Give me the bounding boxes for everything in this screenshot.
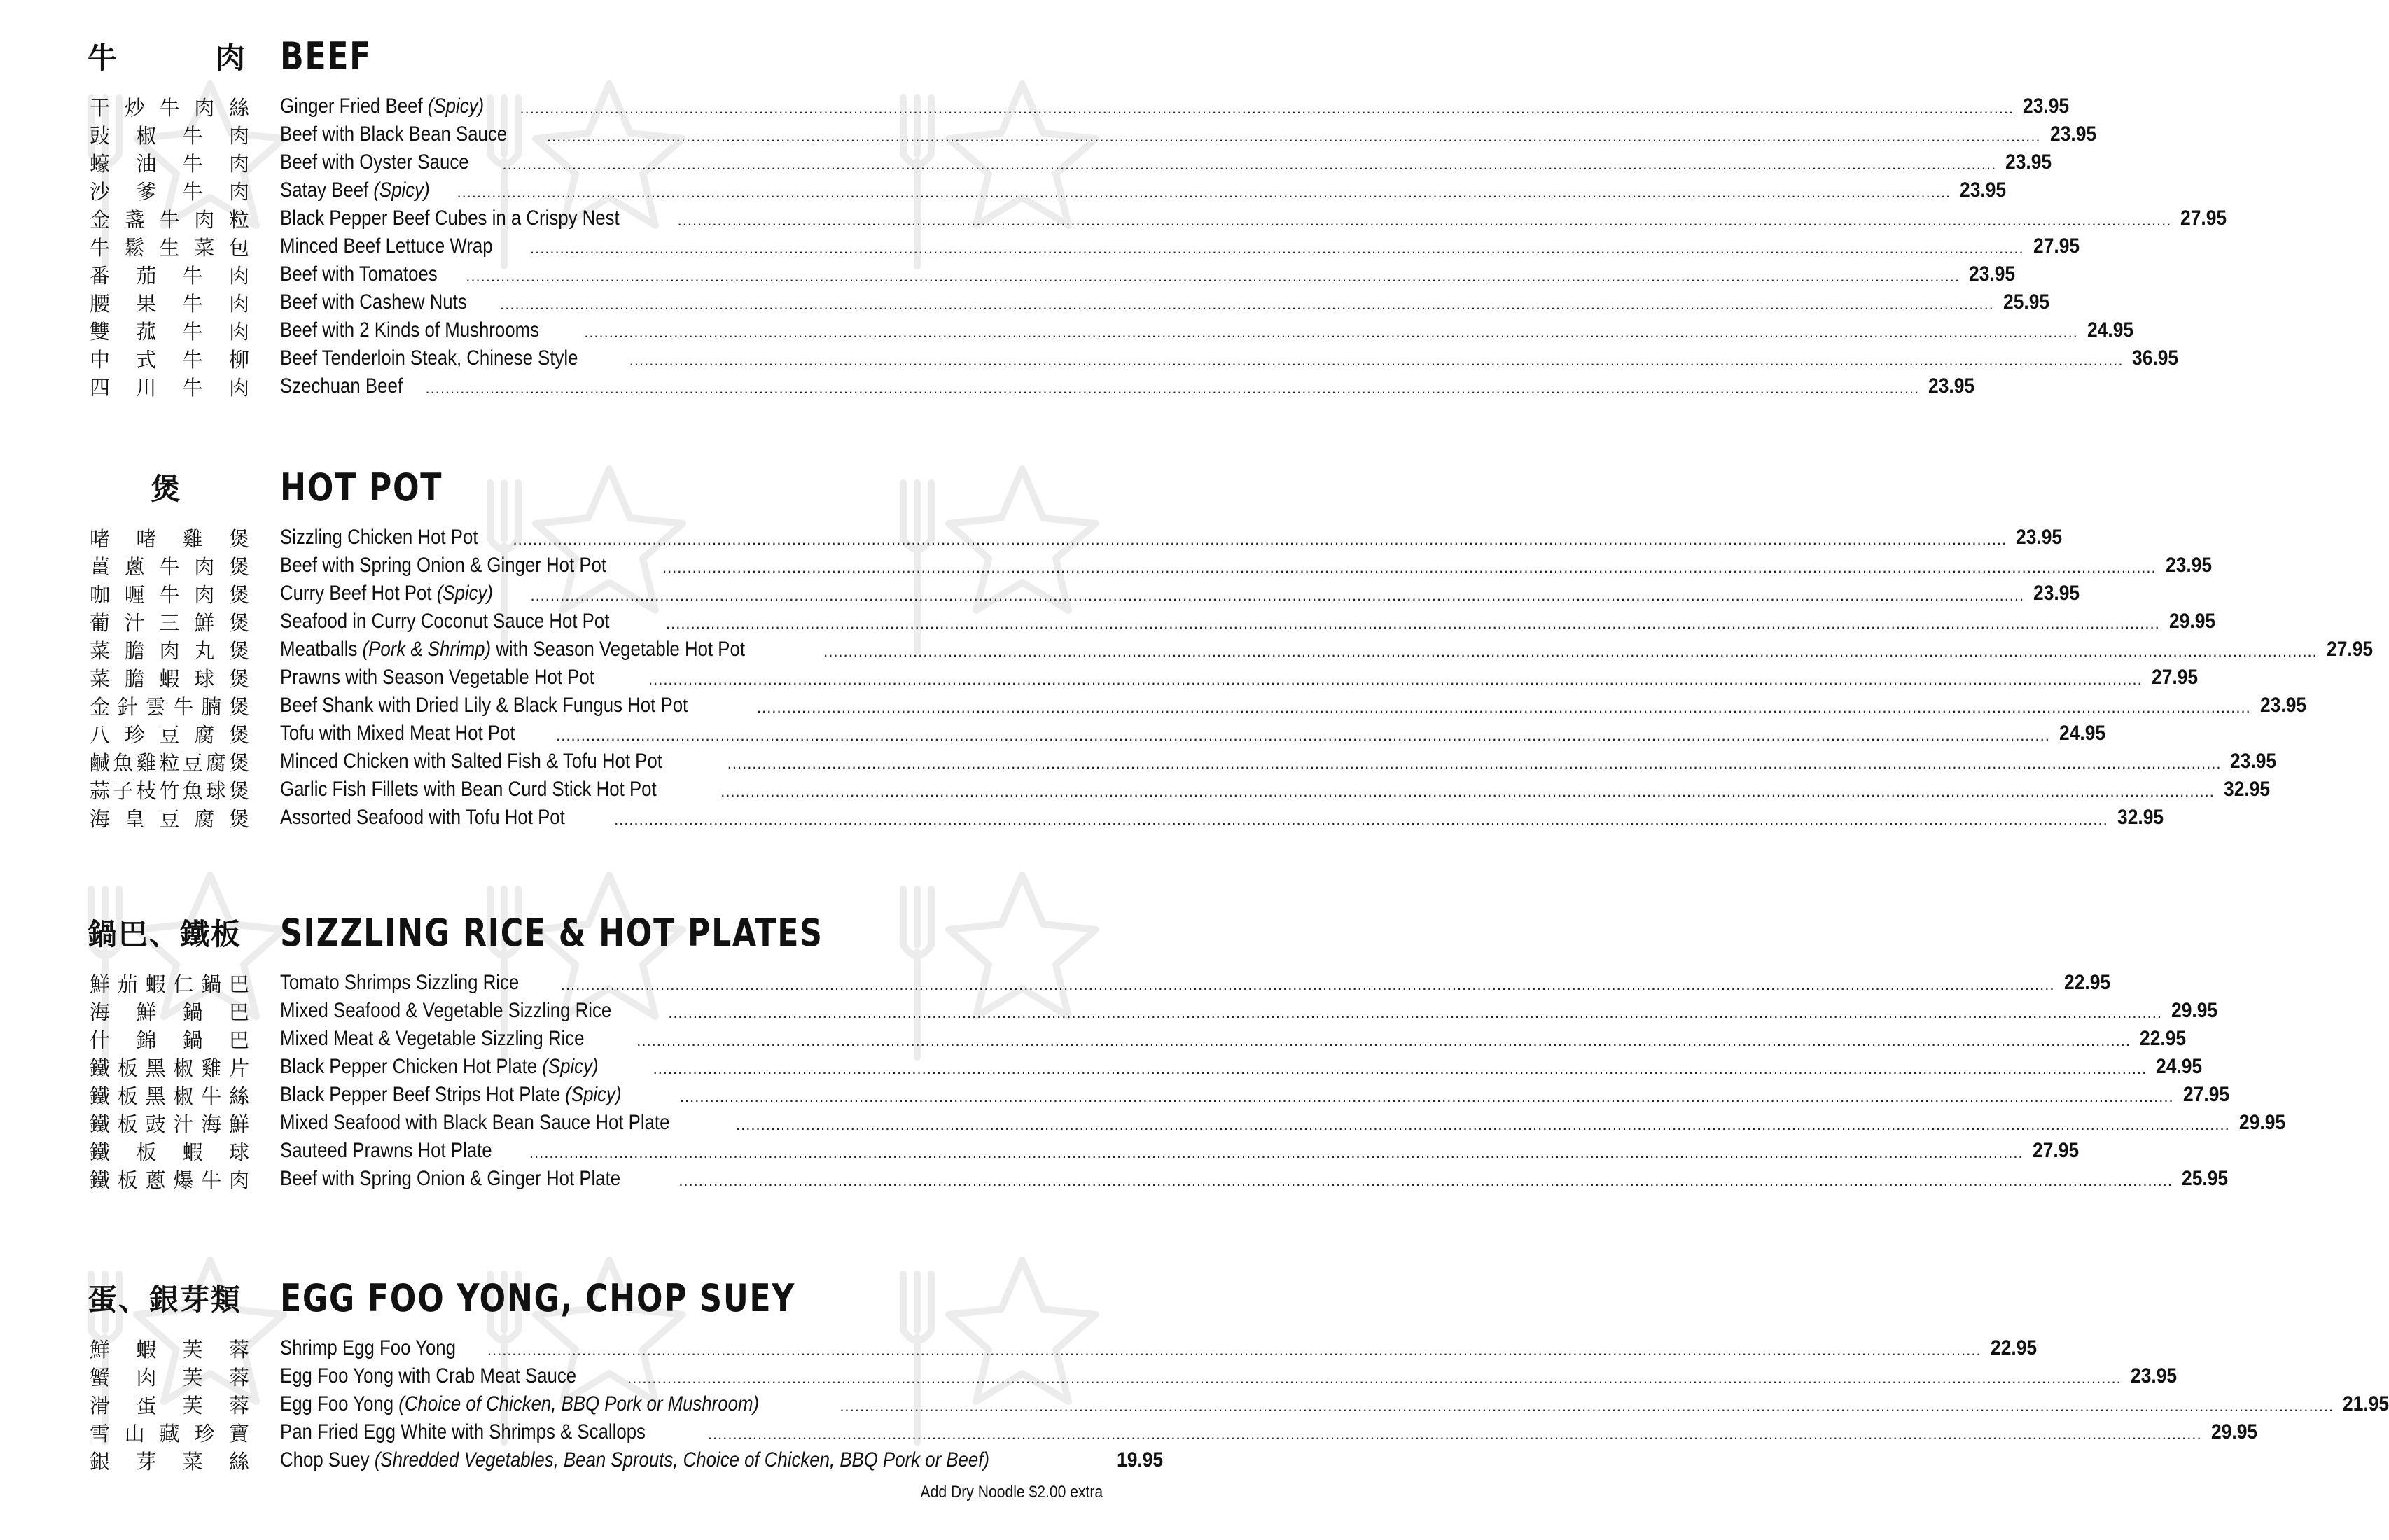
menu-item-list [0,969,2285,1193]
item-english [280,1053,2203,1081]
item-name-wrap [280,1420,646,1444]
item-name-wrap [280,1083,622,1107]
item-note: (Spicy) [542,1055,599,1078]
item-english [280,776,2270,804]
item-name-wrap [280,582,493,606]
item-note: (Shredded Vegetables, Bean Sprouts, Choice of Chicken, BBQ Pork or Beef) [374,1448,989,1471]
item-english [280,720,2105,748]
item-name-wrap [280,150,469,174]
item-english [280,636,2373,664]
item-name: Beef with Tomatoes [280,262,438,286]
dot-leader: ............................................................................................................................................................................................................................................................................................................ [466,267,1960,285]
item-chinese-name: 四 川 牛 肉 [90,375,249,400]
item-chinese-name: 咖 喱 牛 肉 煲 [90,582,249,607]
item-english [280,344,2179,372]
menu-item [0,776,2270,804]
item-price: 32.95 [2223,778,2270,801]
item-name-wrap [280,610,609,634]
item-name: Chop Suey [280,1448,370,1471]
dot-leader: ............................................................................................................................................................................................................................................................................................................ [665,615,2160,632]
item-name: Tomato Shrimps Sizzling Rice [280,971,520,994]
menu-item [0,120,2096,148]
item-chinese-name: 鮮 茄 蝦 仁 鍋 巴 [90,972,249,996]
item-price: 23.95 [2230,750,2277,773]
dot-leader: ............................................................................................................................................................................................................................................................................................................ [425,379,1920,397]
item-chinese-name: 干 炒 牛 肉 絲 [90,95,249,120]
menu-item [0,997,2218,1025]
menu-item [0,664,2198,692]
dot-leader: ............................................................................................................................................................................................................................................................................................................ [627,1369,2122,1387]
menu-item [0,692,2306,720]
item-name: Mixed Meat & Vegetable Sizzling Rice [280,1027,585,1050]
item-english [280,176,2007,204]
item-name: Prawns with Season Vegetable Hot Pot [280,666,594,689]
section-egg-foo-yong-chop-suey [0,1268,2389,1474]
menu-item [0,316,2133,344]
item-chinese-name: 海 皇 豆 腐 煲 [90,806,249,831]
dot-leader: ............................................................................................................................................................................................................................................................................................................ [668,1004,2163,1021]
dot-leader: ............................................................................................................................................................................................................................................................................................................ [560,976,2055,993]
menu-item-list [0,1334,2389,1474]
item-english [280,969,2110,997]
section-title-chinese: 牛 肉 [88,41,245,75]
item-price: 22.95 [1990,1336,2037,1359]
dot-leader: ............................................................................................................................................................................................................................................................................................................ [823,643,2318,660]
item-name-wrap [280,1364,576,1388]
item-note: (Pork & Shrimp) [362,638,492,661]
menu-item [0,232,2080,260]
item-name-wrap [280,94,484,118]
item-chinese-name: 鹹 魚 雞 粒 豆 腐 煲 [90,750,249,775]
dot-leader: ............................................................................................................................................................................................................................................................................................................ [529,239,2024,257]
item-price: 24.95 [2156,1055,2203,1078]
menu-item [0,148,2052,176]
item-name: Egg Foo Yong [280,1392,394,1415]
item-name: Beef Tenderloin Steak, Chinese Style [280,346,578,370]
item-name: Beef with Oyster Sauce [280,150,469,174]
item-name-wrap [280,638,745,662]
item-english [280,1137,2079,1165]
item-name-wrap [280,206,620,230]
menu-item [0,969,2110,997]
item-name-wrap [280,1392,759,1416]
dot-leader: ............................................................................................................................................................................................................................................................................................................ [457,183,1951,201]
item-price: 27.95 [2151,666,2198,689]
dot-leader: ............................................................................................................................................................................................................................................................................................................ [677,211,2172,229]
item-name: Seafood in Curry Coconut Sauce Hot Pot [280,610,610,633]
item-name: Pan Fried Egg White with Shrimps & Scallops [280,1420,646,1443]
item-chinese-name: 中 式 牛 柳 [90,347,249,372]
item-name: Ginger Fried Beef [280,94,423,118]
item-name: Garlic Fish Fillets with Bean Curd Stick Hot Pot [280,778,657,801]
item-name-wrap [280,1111,669,1135]
item-name: Minced Beef Lettuce Wrap [280,234,493,258]
menu-item-list [0,92,2227,400]
item-name: Curry Beef Hot Pot [280,582,432,605]
item-note: (Spicy) [427,94,485,118]
item-price: 23.95 [2005,150,2052,174]
item-price: 27.95 [2326,638,2373,661]
menu-item [0,1025,2187,1053]
item-chinese-name: 腰 果 牛 肉 [90,291,249,316]
item-name-wrap [280,722,515,746]
item-price: 36.95 [2132,346,2179,370]
item-name-wrap [280,1336,456,1360]
item-chinese-name: 雙 菰 牛 肉 [90,319,249,344]
dot-leader: ............................................................................................................................................................................................................................................................................................................ [513,531,2007,548]
item-name-wrap [280,1027,585,1051]
item-english [280,552,2212,580]
item-name: Sauteed Prawns Hot Plate [280,1139,492,1162]
section-header [0,458,1190,514]
menu-item [0,1362,2177,1390]
item-english [280,748,2277,776]
menu-item [0,580,2080,608]
item-chinese-name: 鮮 蝦 芙 蓉 [90,1337,249,1362]
section-sizzling-rice-hot-plates [0,903,2285,1193]
item-name: Beef with Black Bean Sauce [280,122,508,146]
item-english [280,204,2227,232]
dot-leader: ............................................................................................................................................................................................................................................................................................................ [502,155,1997,173]
item-english [280,1334,2037,1362]
item-chinese-name: 八 珍 豆 腐 煲 [90,722,249,747]
item-note: (Spicy) [373,178,430,202]
item-chinese-name: 滑 蛋 芙 蓉 [90,1393,249,1418]
item-chinese-name: 鐵 板 黑 椒 牛 絲 [90,1084,249,1108]
item-chinese-name: 雪 山 藏 珍 寶 [90,1421,249,1446]
item-chinese-name: 金 盞 牛 肉 粒 [90,207,249,232]
item-name: Szechuan Beef [280,374,403,398]
item-name: Black Pepper Chicken Hot Plate [280,1055,538,1078]
item-chinese-name: 薑 蔥 牛 肉 煲 [90,554,249,579]
item-name: Shrimp Egg Foo Yong [280,1336,457,1359]
menu-item [0,204,2227,232]
item-price: 27.95 [2033,234,2080,258]
item-english [280,316,2133,344]
item-price: 32.95 [2117,806,2164,829]
menu-item [0,372,1975,400]
item-english [280,372,1975,400]
item-chinese-name: 金 針 雲 牛 腩 煲 [90,694,249,719]
dot-leader: ............................................................................................................................................................................................................................................................................................................ [556,727,2050,744]
section-title-chinese: 鍋巴、鐵板 [88,917,242,951]
item-price: 23.95 [2016,526,2063,549]
dot-leader: ............................................................................................................................................................................................................................................................................................................ [614,811,2108,828]
item-english [280,664,2198,692]
item-price: 23.95 [1968,262,2016,286]
item-english [280,148,2052,176]
item-chinese-name: 沙 爹 牛 肉 [90,179,249,204]
item-name: Egg Foo Yong with Crab Meat Sauce [280,1364,577,1387]
menu-item [0,748,2277,776]
menu-item [0,1165,2229,1193]
item-price: 24.95 [2087,318,2133,342]
item-price: 29.95 [2171,999,2218,1022]
item-name: Black Pepper Beef Cubes in a Crispy Nest [280,206,620,230]
item-name: Black Pepper Beef Strips Hot Plate [280,1083,561,1106]
dot-leader: ............................................................................................................................................................................................................................................................................................................ [678,1172,2173,1189]
item-english [280,1446,1163,1474]
item-name-wrap [280,1055,599,1079]
menu-item [0,1334,2037,1362]
item-chinese-name: 蠔 油 牛 肉 [90,151,249,176]
item-chinese-name: 鐵 板 蔥 爆 牛 肉 [90,1168,249,1192]
dot-leader: ............................................................................................................................................................................................................................................................................................................ [500,295,1994,313]
item-english [280,92,2070,120]
item-name-wrap [280,999,611,1023]
dot-leader: ............................................................................................................................................................................................................................................................................................................ [648,671,2143,688]
item-chinese-name: 鐵 板 豉 汁 海 鮮 [90,1112,249,1136]
section-beef [0,27,2227,400]
menu-item [0,92,2070,120]
item-name: Mixed Seafood with Black Bean Sauce Hot Plate [280,1111,670,1134]
item-chinese-name: 番 茄 牛 肉 [90,263,249,288]
menu-item [0,1137,2079,1165]
dot-leader: ............................................................................................................................................................................................................................................................................................................ [487,1341,1981,1359]
item-price: 23.95 [1960,178,2007,202]
dot-leader: ............................................................................................................................................................................................................................................................................................................ [629,351,2124,369]
item-english [280,997,2218,1025]
menu-item [0,260,2016,288]
item-chinese-name: 什 錦 鍋 巴 [90,1028,249,1052]
section-title: HOT POT [280,465,443,510]
menu-item [0,1109,2285,1137]
item-name-wrap [280,778,657,802]
item-price: 27.95 [2180,206,2227,230]
item-name-wrap [280,694,688,718]
item-chinese-name: 牛 鬆 生 菜 包 [90,235,249,260]
item-english [280,608,2215,636]
item-name-wrap [280,806,565,830]
item-english [280,288,2049,316]
section-title-chinese: 蛋、銀芽類 [88,1282,242,1317]
item-chinese-name: 銀 芽 菜 絲 [90,1449,249,1474]
item-name-wrap [280,262,438,286]
item-name-wrap [280,554,606,578]
item-name: Beef with Spring Onion & Ginger Hot Plate [280,1167,621,1190]
item-english [280,120,2096,148]
item-name-wrap [280,526,478,550]
item-note: (Choice of Chicken, BBQ Pork or Mushroom) [398,1392,760,1415]
section-title-chinese: 煲 [151,472,182,506]
item-price: 19.95 [1116,1448,1163,1471]
dot-leader: ............................................................................................................................................................................................................................................................................................................ [727,755,2222,772]
item-english [280,1025,2187,1053]
dot-leader: ............................................................................................................................................................................................................................................................................................................ [662,559,2157,576]
item-name: Sizzling Chicken Hot Pot [280,526,478,549]
item-price: 27.95 [2032,1139,2079,1162]
menu-item [0,344,2179,372]
item-name-wrap [280,1448,989,1472]
item-name: Mixed Seafood & Vegetable Sizzling Rice [280,999,612,1022]
section-title: BEEF [280,34,372,78]
item-chinese-name: 葡 汁 三 鮮 煲 [90,610,249,635]
item-name-wrap [280,234,493,258]
item-english [280,1165,2229,1193]
item-name-wrap [280,1139,492,1163]
menu-item [0,288,2049,316]
menu-item [0,1446,1190,1474]
item-english [280,1390,2389,1418]
item-name-wrap [280,971,519,995]
item-name: Beef Shank with Dried Lily & Black Fungus Hot Pot [280,694,688,717]
item-english [280,1081,2229,1109]
item-name-wrap [280,346,578,370]
section-header [0,903,1190,959]
dot-leader: ............................................................................................................................................................................................................................................................................................................ [520,99,2014,117]
item-price: 23.95 [2165,554,2212,577]
item-price: 22.95 [2063,971,2110,994]
item-chinese-name: 啫 啫 雞 煲 [90,526,249,551]
menu-item-list [0,524,2373,832]
item-english [280,580,2080,608]
dot-leader: ............................................................................................................................................................................................................................................................................................................ [720,783,2215,800]
item-english [280,1109,2285,1137]
item-name: Assorted Seafood with Tofu Hot Pot [280,806,565,829]
menu-item [0,1081,2229,1109]
dot-leader: ............................................................................................................................................................................................................................................................................................................ [584,323,2078,341]
item-chinese-name: 海 鮮 鍋 巴 [90,1000,249,1024]
item-chinese-name: 菜 膽 肉 丸 煲 [90,638,249,663]
item-price: 29.95 [2168,610,2215,633]
item-english [280,804,2164,832]
item-price: 23.95 [1928,374,1975,398]
item-english [280,524,2063,552]
menu-item [0,1418,2257,1446]
item-price: 23.95 [2023,94,2070,118]
menu-item [0,524,2063,552]
menu-item [0,1390,2389,1418]
item-price: 25.95 [2003,290,2049,314]
item-english [280,260,2016,288]
dry-noodle-note: Add Dry Noodle $2.00 extra [920,1483,1103,1502]
item-name-wrap [280,666,594,690]
dot-leader: ............................................................................................................................................................................................................................................................................................................ [529,1144,2024,1161]
item-chinese-name: 鐵 板 蝦 球 [90,1140,249,1164]
item-price: 27.95 [2182,1083,2229,1106]
item-chinese-name: 鐵 板 黑 椒 雞 片 [90,1056,249,1080]
section-header [0,27,1190,83]
dot-leader: ............................................................................................................................................................................................................................................................................................................ [679,1088,2174,1105]
dot-leader: ............................................................................................................................................................................................................................................................................................................ [707,1425,2202,1443]
menu-item [0,608,2215,636]
item-english [280,1362,2177,1390]
menu-item [0,176,2007,204]
menu-item [0,552,2212,580]
item-price: 29.95 [2210,1420,2257,1443]
item-price: 24.95 [2059,722,2105,745]
menu-item [0,1053,2203,1081]
item-price: 23.95 [2049,122,2096,146]
item-price: 23.95 [2259,694,2306,717]
dot-leader: ............................................................................................................................................................................................................................................................................................................ [736,1116,2230,1133]
section-title: EGG FOO YONG, CHOP SUEY [280,1276,796,1320]
item-name-continued: with Season Vegetable Hot Pot [496,638,746,661]
item-price: 29.95 [2238,1111,2285,1134]
item-name-wrap [280,750,662,774]
item-english [280,692,2306,720]
item-name: Meatballs [280,638,358,661]
item-chinese-name: 豉 椒 牛 肉 [90,123,249,148]
item-price: 23.95 [2033,582,2080,605]
item-name: Minced Chicken with Salted Fish & Tofu Hot Pot [280,750,662,773]
menu-item [0,720,2105,748]
section-title: SIZZLING RICE & HOT PLATES [280,911,823,955]
item-note: (Spicy) [565,1083,622,1106]
dot-leader: ............................................................................................................................................................................................................................................................................................................ [546,127,2041,145]
item-chinese-name: 菜 膽 蝦 球 煲 [90,666,249,691]
item-name-wrap [280,122,507,146]
dot-leader: ............................................................................................................................................................................................................................................................................................................ [840,1397,2334,1415]
item-name-wrap [280,178,430,202]
item-name-wrap [280,1167,620,1191]
item-name: Satay Beef [280,178,369,202]
section-hot-pot [0,458,2373,832]
item-price: 21.95 [2343,1392,2389,1415]
dot-leader: ............................................................................................................................................................................................................................................................................................................ [757,699,2251,716]
item-price: 25.95 [2182,1167,2229,1190]
item-price: 22.95 [2139,1027,2187,1050]
item-name: Beef with Cashew Nuts [280,290,467,314]
item-name: Beef with 2 Kinds of Mushrooms [280,318,539,342]
dot-leader: ............................................................................................................................................................................................................................................................................................................ [530,587,2025,604]
item-name: Beef with Spring Onion & Ginger Hot Pot [280,554,607,577]
item-english [280,232,2080,260]
menu-item [0,804,2164,832]
section-header [0,1268,1190,1324]
dot-leader: ............................................................................................................................................................................................................................................................................................................ [636,1032,2131,1049]
menu-item [0,636,2373,664]
item-note: (Spicy) [436,582,493,605]
item-name-wrap [280,318,539,342]
item-chinese-name: 蒜 子 枝 竹 魚 球 煲 [90,778,249,803]
item-name: Tofu with Mixed Meat Hot Pot [280,722,515,745]
dot-leader: ............................................................................................................................................................................................................................................................................................................ [653,1060,2147,1077]
item-name-wrap [280,374,403,398]
item-chinese-name: 蟹 肉 芙 蓉 [90,1365,249,1390]
item-price: 23.95 [2130,1364,2177,1387]
item-english [280,1418,2257,1446]
item-name-wrap [280,290,467,314]
